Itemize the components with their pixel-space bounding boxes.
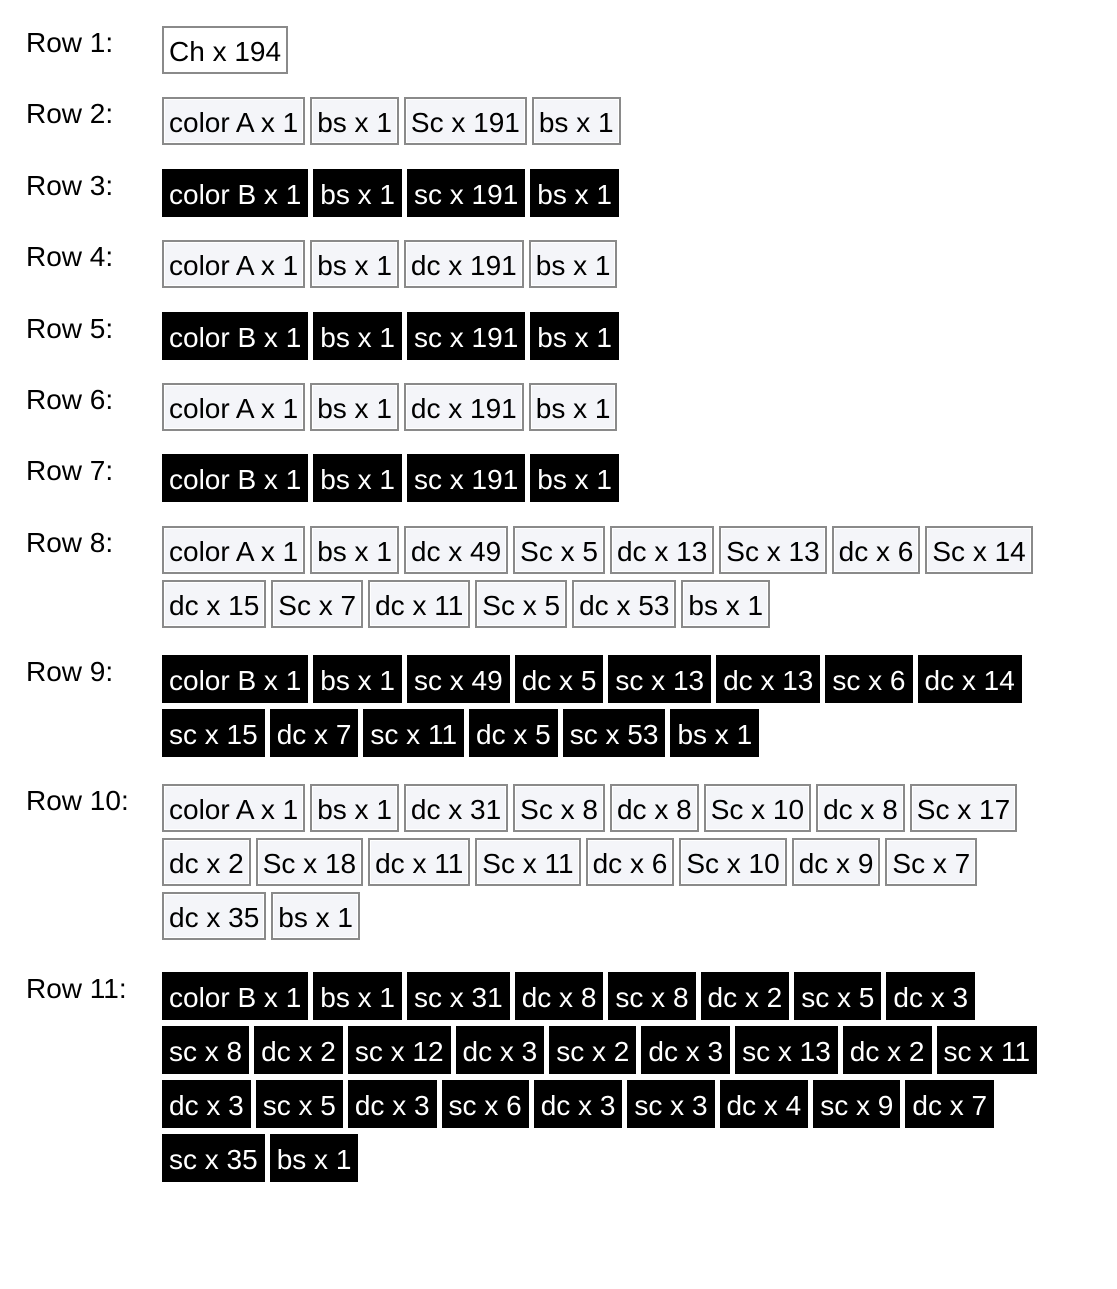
stitch-box: dc x 4	[720, 1080, 809, 1128]
stitch-box: dc x 3	[641, 1026, 730, 1074]
row-stitches	[162, 240, 1072, 294]
stitch-box: dc x 2	[162, 838, 251, 886]
stitch-box: dc x 3	[456, 1026, 545, 1074]
stitch-box: dc x 15	[162, 580, 266, 628]
row-label: Row 4:	[26, 241, 114, 272]
stitch-box: Sc x 5	[475, 580, 567, 628]
stitch-box: dc x 2	[701, 972, 790, 1020]
stitch-box: sc x 5	[256, 1080, 343, 1128]
row-label: Row 7:	[26, 455, 114, 486]
stitch-box: bs x 1	[313, 972, 402, 1020]
row-stitches	[162, 26, 1072, 80]
stitch-line	[162, 655, 1072, 703]
stitch-box: dc x 8	[515, 972, 604, 1020]
stitch-line	[162, 709, 1072, 757]
stitch-box: Sc x 13	[719, 526, 826, 574]
stitch-line	[162, 383, 1072, 431]
stitch-box: dc x 31	[404, 784, 508, 832]
stitch-box: dc x 35	[162, 892, 266, 940]
stitch-box: dc x 49	[404, 526, 508, 574]
stitch-box: bs x 1	[313, 454, 402, 502]
stitch-box: dc x 191	[404, 240, 524, 288]
stitch-box: Ch x 194	[162, 26, 288, 74]
stitch-box: dc x 11	[368, 838, 470, 886]
stitch-box: dc x 13	[716, 655, 820, 703]
stitch-box: dc x 3	[886, 972, 975, 1020]
stitch-box: dc x 191	[404, 383, 524, 431]
row-stitches	[162, 97, 1072, 151]
stitch-box: sc x 3	[627, 1080, 714, 1128]
stitch-box: Sc x 18	[256, 838, 363, 886]
row-stitches	[162, 526, 1072, 634]
row-label: Row 3:	[26, 170, 114, 201]
stitch-box: dc x 5	[469, 709, 558, 757]
stitch-box: dc x 2	[254, 1026, 343, 1074]
row-label: Row 9:	[26, 656, 114, 687]
stitch-box: color A x 1	[162, 97, 305, 145]
stitch-line	[162, 97, 1072, 145]
stitch-box: sc x 6	[825, 655, 912, 703]
stitch-line	[162, 526, 1072, 574]
stitch-box: bs x 1	[532, 97, 621, 145]
row-label: Row 10:	[26, 785, 129, 816]
stitch-box: dc x 5	[515, 655, 604, 703]
stitch-box: bs x 1	[530, 454, 619, 502]
stitch-box: sc x 9	[813, 1080, 900, 1128]
stitch-box: dc x 7	[270, 709, 359, 757]
stitch-box: bs x 1	[270, 1134, 359, 1182]
stitch-box: bs x 1	[310, 383, 399, 431]
stitch-box: sc x 6	[442, 1080, 529, 1128]
stitch-box: color A x 1	[162, 383, 305, 431]
stitch-box: bs x 1	[529, 383, 618, 431]
stitch-box: dc x 11	[368, 580, 470, 628]
stitch-box: bs x 1	[313, 312, 402, 360]
stitch-box: bs x 1	[313, 169, 402, 217]
stitch-box: dc x 8	[610, 784, 699, 832]
stitch-line	[162, 169, 1072, 217]
stitch-box: dc x 6	[832, 526, 921, 574]
stitch-box: dc x 3	[534, 1080, 623, 1128]
row-label: Row 11:	[26, 973, 127, 1004]
row-stitches	[162, 383, 1072, 437]
stitch-box: bs x 1	[530, 312, 619, 360]
stitch-box: sc x 49	[407, 655, 510, 703]
stitch-box: dc x 14	[918, 655, 1022, 703]
stitch-box: sc x 5	[794, 972, 881, 1020]
stitch-box: Sc x 10	[679, 838, 786, 886]
stitch-box: sc x 8	[608, 972, 695, 1020]
stitch-box: Sc x 191	[404, 97, 527, 145]
row-stitches	[162, 312, 1072, 366]
stitch-box: sc x 12	[348, 1026, 451, 1074]
stitch-box: bs x 1	[530, 169, 619, 217]
stitch-box: color A x 1	[162, 240, 305, 288]
stitch-box: bs x 1	[681, 580, 770, 628]
stitch-box: Sc x 10	[704, 784, 811, 832]
stitch-box: Sc x 5	[513, 526, 605, 574]
stitch-box: bs x 1	[310, 526, 399, 574]
stitch-box: Sc x 8	[513, 784, 605, 832]
stitch-box: Sc x 11	[475, 838, 580, 886]
stitch-box: sc x 11	[363, 709, 464, 757]
stitch-line	[162, 312, 1072, 360]
stitch-box: color B x 1	[162, 312, 308, 360]
stitch-box: sc x 191	[407, 454, 525, 502]
row-label: Row 1:	[26, 27, 114, 58]
stitch-box: dc x 3	[162, 1080, 251, 1128]
stitch-box: Sc x 7	[271, 580, 363, 628]
stitch-box: color B x 1	[162, 972, 308, 1020]
stitch-box: bs x 1	[670, 709, 759, 757]
stitch-line	[162, 972, 1072, 1020]
row-label: Row 5:	[26, 313, 114, 344]
stitch-box: Sc x 7	[885, 838, 977, 886]
stitch-box: bs x 1	[271, 892, 360, 940]
stitch-box: color A x 1	[162, 526, 305, 574]
stitch-box: bs x 1	[310, 240, 399, 288]
stitch-box: sc x 13	[735, 1026, 838, 1074]
stitch-box: color A x 1	[162, 784, 305, 832]
stitch-box: bs x 1	[313, 655, 402, 703]
stitch-line	[162, 892, 1072, 940]
row-stitches	[162, 169, 1072, 223]
row-stitches	[162, 784, 1072, 946]
stitch-box: sc x 15	[162, 709, 265, 757]
stitch-line	[162, 1026, 1072, 1074]
stitch-box: sc x 31	[407, 972, 510, 1020]
stitch-box: sc x 13	[608, 655, 711, 703]
row-label: Row 6:	[26, 384, 114, 415]
row-label: Row 8:	[26, 527, 114, 558]
stitch-box: sc x 53	[563, 709, 666, 757]
stitch-box: dc x 7	[905, 1080, 994, 1128]
stitch-box: Sc x 17	[910, 784, 1017, 832]
stitch-line	[162, 26, 1072, 74]
stitch-box: dc x 2	[843, 1026, 932, 1074]
stitch-box: sc x 35	[162, 1134, 265, 1182]
stitch-line	[162, 454, 1072, 502]
stitch-box: Sc x 14	[925, 526, 1032, 574]
stitch-box: bs x 1	[529, 240, 618, 288]
stitch-box: dc x 53	[572, 580, 676, 628]
stitch-line	[162, 240, 1072, 288]
stitch-line	[162, 1080, 1072, 1128]
stitch-line	[162, 580, 1072, 628]
stitch-box: bs x 1	[310, 784, 399, 832]
stitch-box: dc x 9	[792, 838, 881, 886]
row-stitches	[162, 972, 1072, 1188]
stitch-box: color B x 1	[162, 655, 308, 703]
stitch-box: sc x 191	[407, 312, 525, 360]
stitch-box: sc x 8	[162, 1026, 249, 1074]
stitch-box: sc x 2	[549, 1026, 636, 1074]
stitch-box: dc x 6	[586, 838, 675, 886]
stitch-box: dc x 13	[610, 526, 714, 574]
stitch-box: dc x 8	[816, 784, 905, 832]
row-label: Row 2:	[26, 98, 114, 129]
stitch-line	[162, 838, 1072, 886]
row-stitches	[162, 454, 1072, 508]
stitch-line	[162, 784, 1072, 832]
row-stitches	[162, 655, 1072, 763]
stitch-box: bs x 1	[310, 97, 399, 145]
stitch-box: color B x 1	[162, 169, 308, 217]
stitch-box: dc x 3	[348, 1080, 437, 1128]
stitch-box: color B x 1	[162, 454, 308, 502]
stitch-box: sc x 191	[407, 169, 525, 217]
stitch-box: sc x 11	[937, 1026, 1038, 1074]
stitch-line	[162, 1134, 1072, 1182]
